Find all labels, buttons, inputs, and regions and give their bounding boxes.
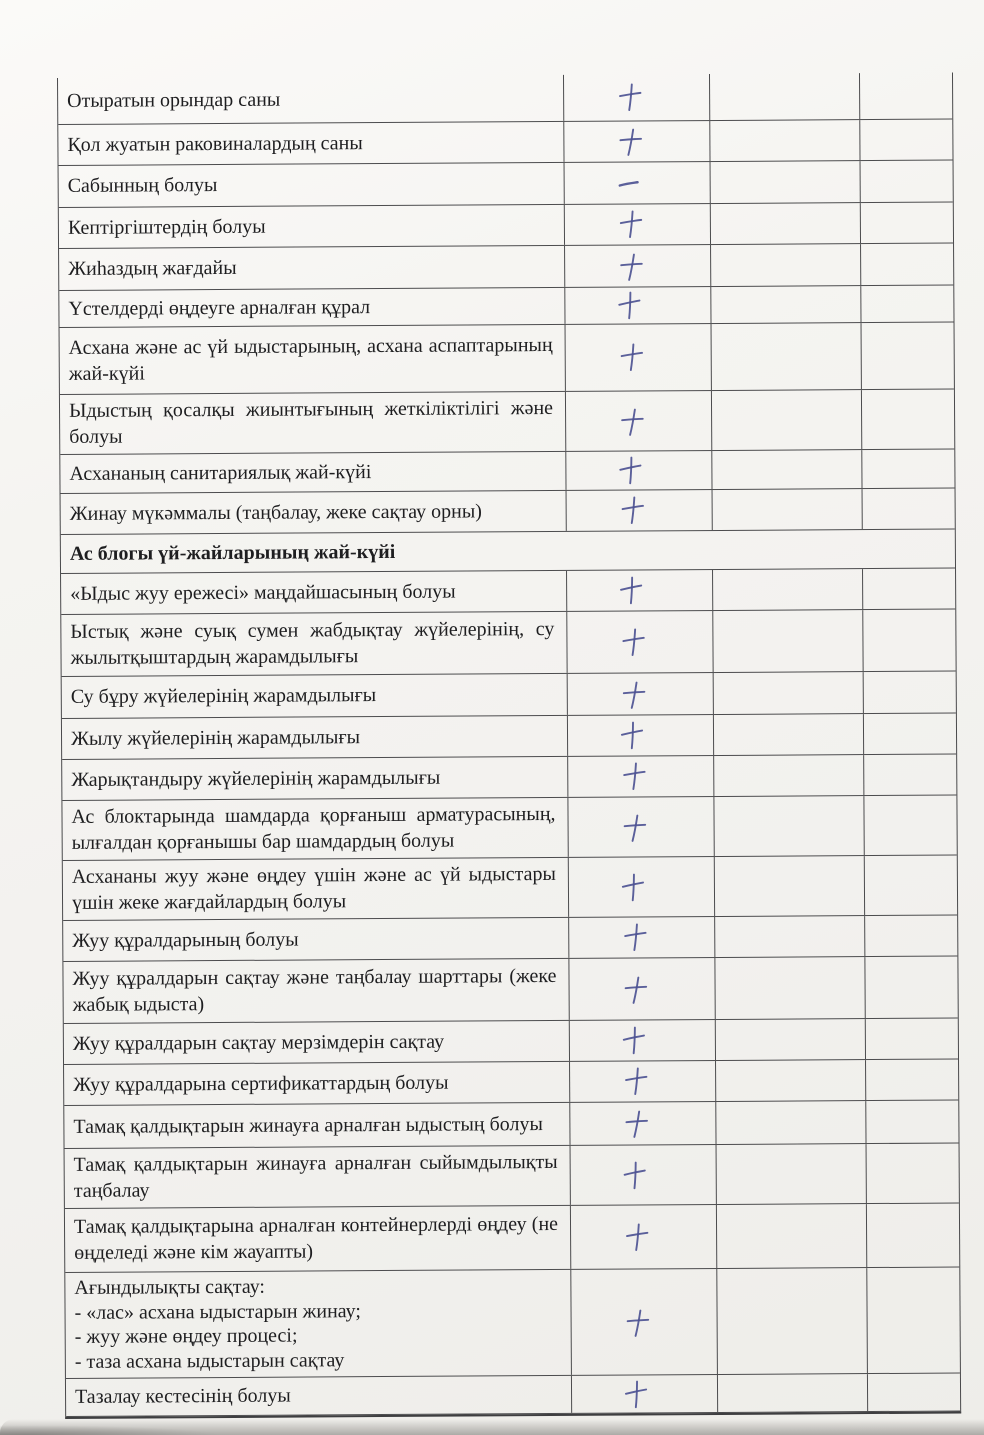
table-row — [63, 856, 957, 921]
empty-cell — [716, 1204, 866, 1268]
result-mark-cell — [571, 1375, 717, 1413]
empty-cell — [866, 1144, 959, 1204]
empty-cell — [710, 203, 860, 244]
empty-cell — [713, 672, 863, 714]
empty-cell — [711, 450, 861, 489]
empty-cell — [863, 796, 956, 856]
empty-cell — [863, 755, 956, 796]
criterion-label: Жинау мүкәммалы (таңбалау, жеке сақтау орны) — [69, 499, 482, 525]
plus-mark-icon — [614, 340, 649, 375]
empty-cell — [864, 957, 957, 1019]
criterion-label: Үстелдерді өңдеуге арналған құрал — [68, 295, 371, 320]
empty-cell — [860, 244, 953, 286]
table-row — [59, 203, 953, 249]
criterion-label: Ас блоктарында шамдарда қорғаныш арматурасының, ылғалдан қорғанышы бар шамдардың болуы — [71, 802, 556, 854]
empty-cell — [859, 73, 952, 120]
plus-mark-icon — [612, 80, 647, 115]
empty-cell — [709, 73, 859, 120]
empty-cell — [861, 450, 954, 489]
criterion-label: Асхананың санитариялық жай-күйі — [69, 460, 372, 485]
empty-cell — [860, 161, 953, 203]
plus-mark-icon — [614, 869, 651, 906]
table-row — [60, 323, 954, 395]
page-edge-shadow — [0, 1419, 984, 1435]
criterion-label: Жылу жүйелерінің жарамдылығы — [70, 725, 361, 750]
plus-mark-icon — [619, 1305, 655, 1341]
result-mark-cell — [565, 324, 711, 391]
table-row — [62, 714, 956, 760]
table-row — [63, 957, 957, 1024]
result-mark-cell — [565, 391, 711, 451]
table-row — [58, 120, 952, 166]
empty-cell — [867, 1374, 960, 1412]
empty-cell — [710, 161, 860, 203]
empty-cell — [712, 569, 862, 610]
table-row — [63, 916, 957, 962]
result-mark-cell — [567, 673, 713, 715]
criterion-label: Тамақ қалдықтарын жинауға арналған ыдыстың болуы — [73, 1112, 543, 1138]
plus-mark-icon — [612, 125, 648, 161]
empty-cell — [712, 489, 862, 530]
criterion-label: Асхананы жуу және өңдеу үшін және ас үй ыдыстары үшін жеке жағдайлардың болуы — [71, 862, 556, 914]
table-row — [58, 73, 952, 125]
criterion-label: Ыдыстың қосалқы жиынтығының жеткіліктілігі және болуы — [68, 396, 554, 448]
criterion-label: Жиһаздың жағдайы — [68, 256, 237, 280]
empty-cell — [863, 672, 956, 714]
criterion-label: «Ыдыс жуу ережесі» маңдайшасының болуы — [70, 580, 456, 605]
section-header-row — [61, 530, 955, 574]
inspection-checklist-table — [57, 73, 961, 1419]
empty-cell — [714, 916, 864, 957]
result-mark-cell — [569, 1020, 715, 1061]
plus-mark-icon — [614, 404, 650, 440]
table-row — [64, 1019, 958, 1065]
table-row — [64, 1060, 958, 1106]
plus-mark-icon — [614, 493, 649, 528]
empty-cell — [864, 916, 957, 957]
empty-cell — [863, 714, 956, 755]
criterion-label: Жуу құралдарын сақтау және таңбалау шарттары (жеке жабық ыдыста) — [72, 964, 557, 1016]
plus-mark-icon — [617, 920, 652, 955]
table-row — [59, 244, 953, 291]
criterion-label: Ыстық және суық сумен жабдықтау жүйелерінің, су жылытқыштардың жарамдылығы — [70, 617, 555, 669]
table-row — [64, 1101, 958, 1149]
criterion-label: Қол жуатын раковиналардың саны — [67, 131, 363, 156]
result-mark-cell — [567, 756, 713, 797]
empty-cell — [860, 286, 953, 323]
result-mark-cell — [568, 958, 714, 1020]
empty-cell — [715, 1019, 865, 1060]
table-row — [65, 1268, 960, 1379]
section-header-label: Ас блогы үй-жайларының жай-күйі — [69, 540, 396, 565]
empty-cell — [716, 1144, 866, 1204]
plus-mark-icon — [617, 1376, 654, 1413]
empty-cell — [710, 244, 860, 286]
result-mark-cell — [566, 611, 712, 673]
empty-cell — [713, 714, 863, 755]
result-mark-cell — [570, 1145, 716, 1205]
table-row — [66, 1374, 960, 1417]
empty-cell — [864, 856, 957, 916]
table-row — [59, 161, 953, 208]
table-row — [61, 569, 955, 615]
criterion-label: Жуу құралдарының болуы — [72, 928, 299, 952]
plus-mark-icon — [616, 810, 652, 846]
criterion-line: - жуу және өңдеу процесі; — [74, 1324, 298, 1348]
table-row — [62, 796, 956, 861]
table-row — [65, 1144, 959, 1209]
result-mark-cell — [563, 74, 709, 121]
criterion-label: Жуу құралдарын сақтау мерзімдерін сақтау — [72, 1030, 445, 1055]
empty-cell — [709, 120, 859, 161]
plus-mark-icon — [615, 1022, 652, 1059]
empty-cell — [862, 489, 955, 530]
result-mark-cell — [569, 1061, 715, 1102]
result-mark-cell — [570, 1205, 716, 1269]
empty-cell — [714, 957, 864, 1019]
result-mark-cell — [566, 570, 712, 611]
plus-mark-icon — [610, 287, 647, 324]
criterion-label: Тамақ қалдықтарын жинауға арналған сыйымдылықты таңбалау — [73, 1150, 558, 1202]
result-mark-cell — [568, 917, 714, 958]
result-mark-cell — [564, 162, 710, 204]
empty-cell — [714, 856, 864, 916]
result-mark-cell — [569, 1102, 715, 1145]
criterion-label: Су бұру жүйелерінің жарамдылығы — [70, 684, 377, 708]
criterion-label: Отыратын орындар саны — [67, 88, 281, 112]
criterion-label: Тазалау кестесінің болуы — [74, 1384, 291, 1408]
table-row — [60, 450, 954, 494]
criterion-label: Асхана және ас үй ыдыстарының, асхана аспаптарының жай-күйі — [68, 333, 553, 385]
criterion-label: Сабынның болуы — [67, 174, 218, 197]
result-mark-cell — [564, 245, 710, 287]
table-row — [61, 610, 955, 677]
plus-mark-icon — [612, 572, 649, 609]
plus-mark-icon — [613, 717, 650, 754]
empty-cell — [713, 796, 863, 856]
empty-cell — [711, 390, 861, 450]
empty-cell — [717, 1374, 867, 1412]
result-mark-cell — [566, 490, 712, 531]
plus-mark-icon — [611, 452, 648, 489]
empty-cell — [710, 286, 860, 323]
result-mark-cell — [567, 715, 713, 756]
empty-cell — [713, 755, 863, 796]
plus-mark-icon — [615, 624, 650, 659]
empty-cell — [866, 1204, 959, 1268]
empty-cell — [861, 390, 954, 450]
plus-mark-icon — [618, 1064, 653, 1099]
criterion-label: Жуу құралдарына сертификаттардың болуы — [73, 1071, 449, 1096]
empty-cell — [859, 120, 952, 161]
criterion-label: Кептіргіштердің болуы — [67, 215, 266, 239]
criterion-label — [65, 1270, 571, 1378]
empty-cell — [715, 1101, 865, 1144]
result-mark-cell — [568, 857, 714, 917]
plus-mark-icon — [619, 1219, 654, 1254]
empty-cell — [715, 1060, 865, 1101]
empty-cell — [865, 1019, 958, 1060]
criterion-label: Тамақ қалдықтарына арналған контейнерлерді өңдеу (не өңделеді және кім жауапты) — [73, 1212, 559, 1264]
plus-mark-icon — [616, 759, 651, 794]
result-mark-cell — [567, 797, 713, 857]
empty-cell — [862, 569, 955, 610]
result-mark-cell — [563, 121, 709, 162]
empty-cell — [860, 203, 953, 244]
empty-cell — [712, 610, 862, 672]
result-mark-cell — [564, 204, 710, 245]
plus-mark-icon — [615, 677, 651, 713]
criterion-line: - таза асхана ыдыстарын сақтау — [74, 1348, 345, 1373]
plus-mark-icon — [613, 207, 648, 242]
empty-cell — [861, 323, 954, 390]
minus-mark-icon — [610, 165, 647, 202]
plus-mark-icon — [616, 1157, 653, 1194]
result-mark-cell — [564, 287, 710, 324]
result-mark-cell — [570, 1269, 717, 1375]
empty-cell — [866, 1268, 960, 1374]
table-row — [59, 286, 953, 328]
table-row — [61, 489, 955, 535]
empty-cell — [716, 1268, 867, 1374]
empty-cell — [711, 323, 861, 390]
empty-cell — [865, 1101, 958, 1144]
plus-mark-icon — [617, 972, 653, 1008]
criterion-line: Ағындылықты сақтау: — [74, 1275, 266, 1299]
table-row — [65, 1204, 959, 1273]
table-row — [62, 672, 956, 719]
result-mark-cell — [565, 451, 711, 490]
plus-mark-icon — [613, 249, 649, 285]
plus-mark-icon — [618, 1107, 654, 1143]
table-row — [60, 390, 954, 455]
empty-cell — [862, 610, 955, 672]
criterion-label: Жарықтандыру жүйелерінің жарамдылығы — [71, 766, 441, 791]
criterion-line: - «лас» асхана ыдыстарын жинау; — [74, 1299, 361, 1324]
empty-cell — [865, 1060, 958, 1101]
table-row — [62, 755, 956, 801]
